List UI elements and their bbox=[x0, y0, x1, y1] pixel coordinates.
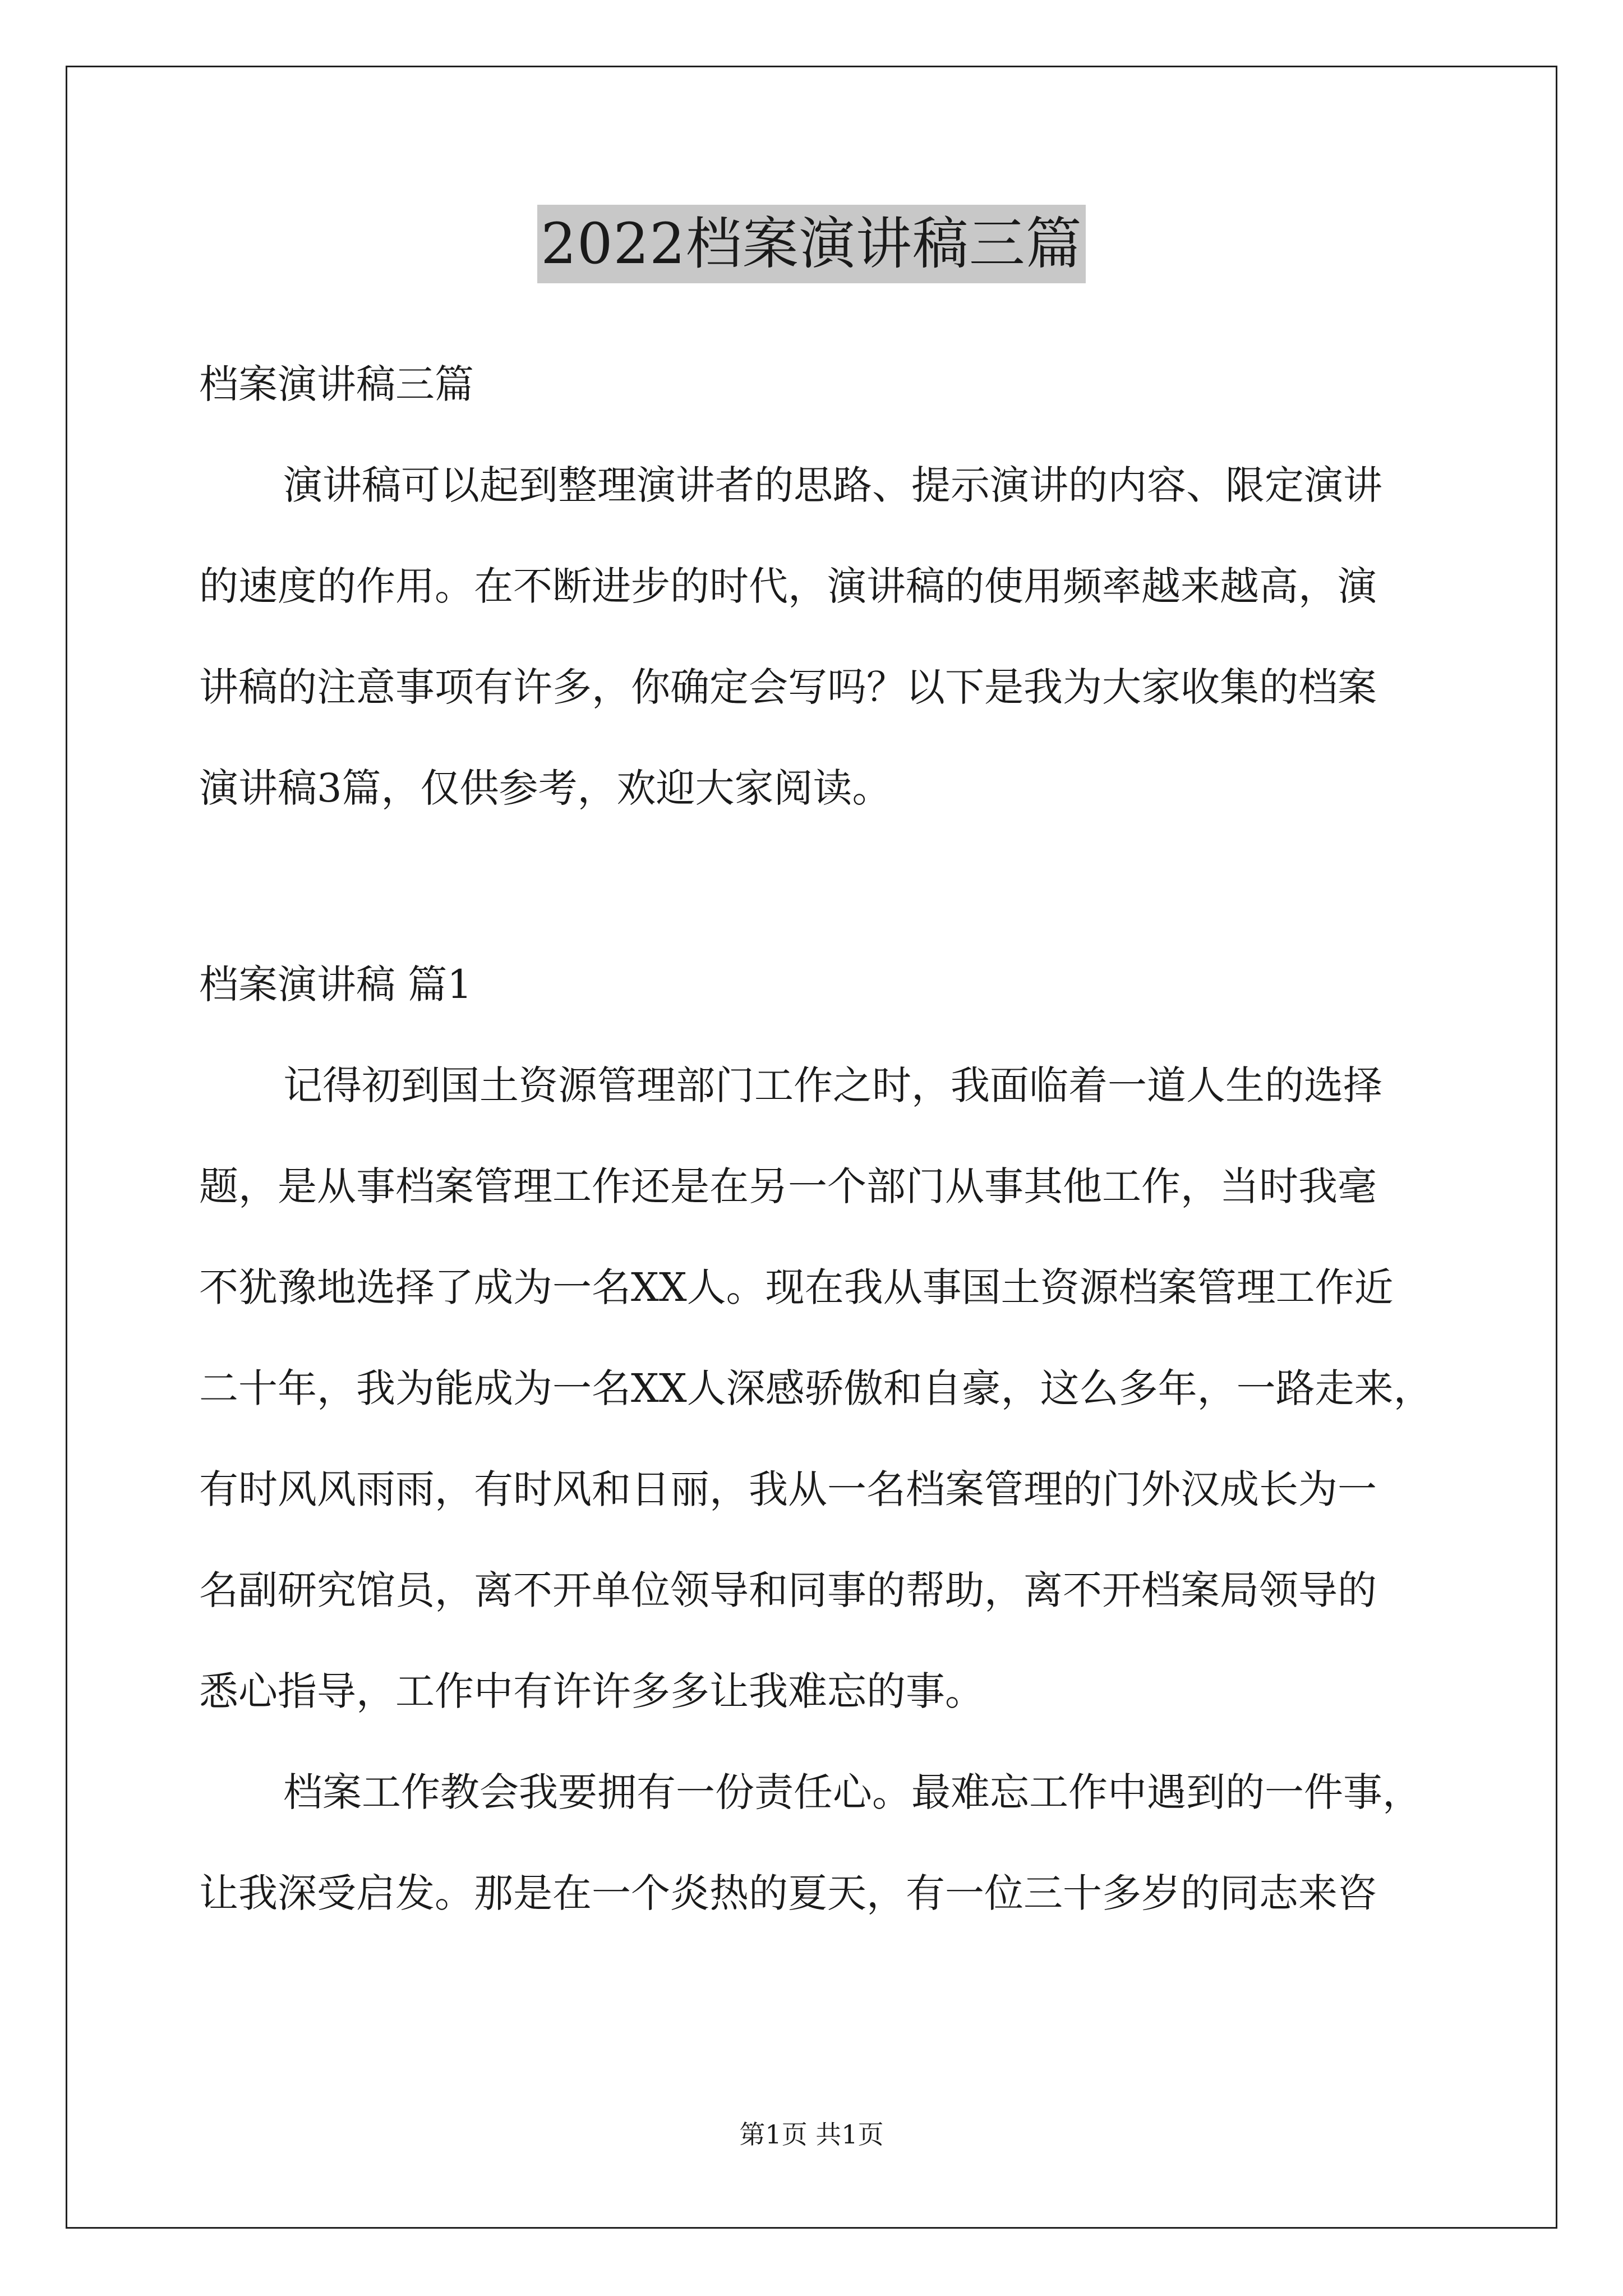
title-wrap bbox=[0, 205, 1623, 283]
paragraph-line: 让我深受启发。那是在一个炎热的夏天，有一位三十多岁的同志来咨 bbox=[199, 1870, 1377, 1916]
paragraph-line: 二十年，我为能成为一名XX人深感骄傲和自豪，这么多年，一路走来， bbox=[199, 1365, 1433, 1411]
intro-line: 演讲稿3篇，仅供参考，欢迎大家阅读。 bbox=[199, 765, 892, 811]
paragraph-line: 名副研究馆员，离不开单位领导和同事的帮助，离不开档案局领导的 bbox=[199, 1567, 1377, 1613]
paragraph-line: 有时风风雨雨，有时风和日丽，我从一名档案管理的门外汉成长为一 bbox=[199, 1466, 1377, 1512]
paragraph-line: 档案工作教会我要拥有一份责任心。最难忘工作中遇到的一件事， bbox=[283, 1769, 1422, 1815]
paragraph-line: 悉心指导，工作中有许许多多让我难忘的事。 bbox=[199, 1668, 984, 1714]
document-subtitle: 档案演讲稿三篇 bbox=[199, 361, 474, 407]
section-heading: 档案演讲稿 篇1 bbox=[199, 961, 472, 1007]
intro-line: 讲稿的注意事项有许多，你确定会写吗？以下是我为大家收集的档案 bbox=[199, 664, 1377, 710]
page-footer: 第1页 共1页 bbox=[739, 2119, 884, 2150]
document-title: 2022档案演讲稿三篇 bbox=[537, 205, 1086, 283]
intro-line: 演讲稿可以起到整理演讲者的思路、提示演讲的内容、限定演讲 bbox=[283, 462, 1382, 508]
paragraph-line: 记得初到国土资源管理部门工作之时，我面临着一道人生的选择 bbox=[283, 1062, 1382, 1108]
paragraph-line: 题，是从事档案管理工作还是在另一个部门从事其他工作，当时我毫 bbox=[199, 1163, 1377, 1209]
intro-line: 的速度的作用。在不断进步的时代，演讲稿的使用频率越来越高，演 bbox=[199, 563, 1377, 609]
paragraph-line: 不犹豫地选择了成为一名XX人。现在我从事国土资源档案管理工作近 bbox=[199, 1264, 1394, 1310]
